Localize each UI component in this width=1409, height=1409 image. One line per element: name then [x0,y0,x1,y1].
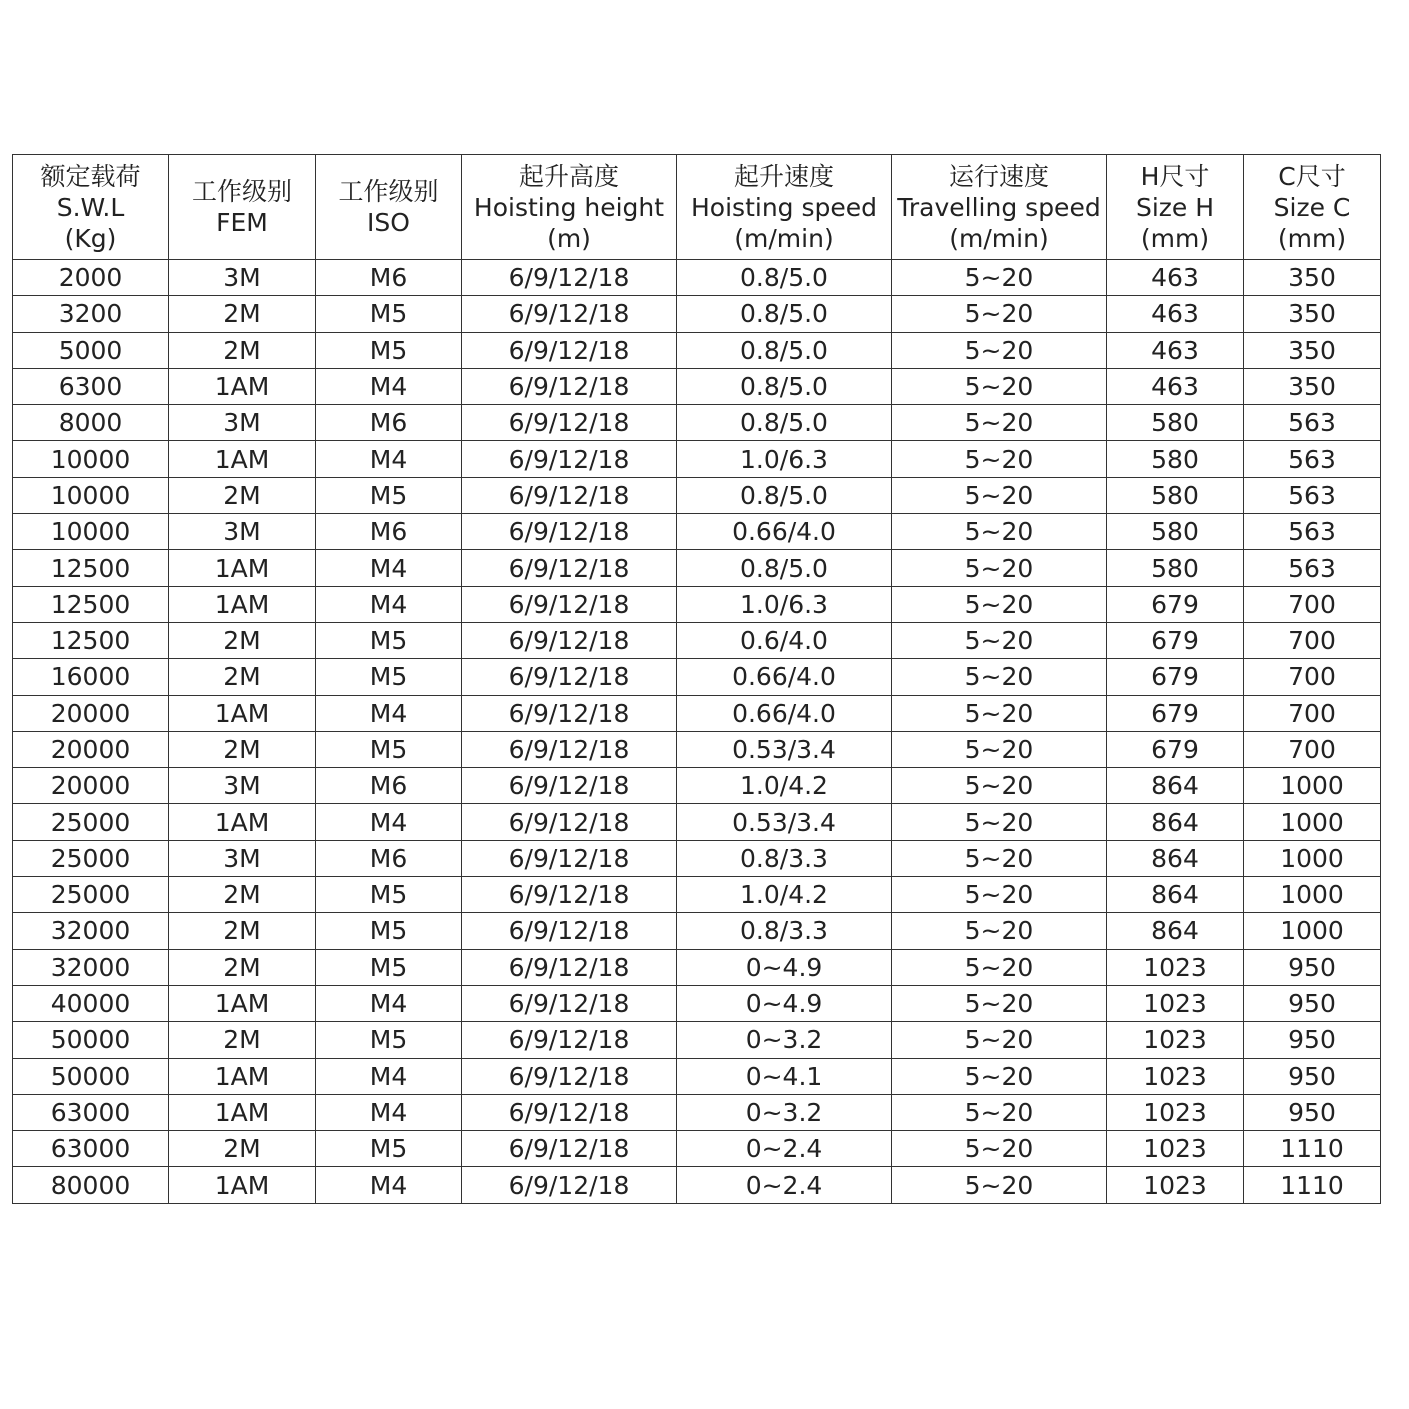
cell-size-c: 950 [1244,1094,1381,1130]
header-swl-line: 额定载荷 [40,161,141,191]
cell-iso: M4 [316,441,462,477]
header-hoisting-height [462,155,677,260]
cell-hoisting-height: 6/9/12/18 [462,441,677,477]
cell-travelling-speed: 5~20 [892,550,1107,586]
cell-iso: M4 [316,985,462,1021]
cell-travelling-speed: 5~20 [892,368,1107,404]
cell-hoisting-height: 6/9/12/18 [462,949,677,985]
cell-swl: 40000 [13,985,169,1021]
cell-size-c: 1110 [1244,1131,1381,1167]
cell-travelling-speed: 5~20 [892,514,1107,550]
table-row [13,985,1381,1021]
cell-size-c: 700 [1244,695,1381,731]
cell-size-c: 700 [1244,731,1381,767]
header-swl [13,155,169,260]
cell-size-h: 463 [1107,332,1244,368]
header-travelling-speed [892,155,1107,260]
table-row [13,913,1381,949]
cell-hoisting-speed: 0~4.1 [677,1058,892,1094]
header-travelling-speed-line: 运行速度 [948,161,1049,191]
cell-size-c: 1000 [1244,877,1381,913]
table-row [13,586,1381,622]
cell-travelling-speed: 5~20 [892,840,1107,876]
table-row [13,368,1381,404]
cell-size-h: 1023 [1107,1094,1244,1130]
cell-travelling-speed: 5~20 [892,477,1107,513]
cell-size-h: 1023 [1107,985,1244,1021]
cell-size-c: 950 [1244,985,1381,1021]
cell-iso: M5 [316,1131,462,1167]
cell-iso: M5 [316,622,462,658]
header-size-c [1244,155,1381,260]
header-iso [316,155,462,260]
cell-fem: 1AM [169,441,316,477]
cell-size-h: 580 [1107,514,1244,550]
cell-swl: 3200 [13,296,169,332]
cell-travelling-speed: 5~20 [892,296,1107,332]
header-size-c-line: C尺寸 [1278,161,1346,191]
table-row [13,622,1381,658]
cell-hoisting-height: 6/9/12/18 [462,477,677,513]
cell-swl: 50000 [13,1022,169,1058]
table-row [13,296,1381,332]
cell-swl: 50000 [13,1058,169,1094]
cell-hoisting-speed: 0.8/3.3 [677,840,892,876]
table-row [13,550,1381,586]
cell-size-c: 700 [1244,622,1381,658]
table-row [13,768,1381,804]
cell-size-h: 864 [1107,768,1244,804]
header-hoisting-height-line: (m) [547,223,591,253]
cell-travelling-speed: 5~20 [892,1058,1107,1094]
cell-size-c: 350 [1244,260,1381,296]
cell-fem: 3M [169,260,316,296]
cell-travelling-speed: 5~20 [892,804,1107,840]
cell-travelling-speed: 5~20 [892,659,1107,695]
cell-fem: 2M [169,622,316,658]
cell-hoisting-height: 6/9/12/18 [462,877,677,913]
cell-fem: 2M [169,296,316,332]
cell-iso: M5 [316,659,462,695]
cell-hoisting-speed: 0~2.4 [677,1167,892,1203]
cell-size-c: 563 [1244,405,1381,441]
cell-iso: M4 [316,1167,462,1203]
header-iso-line: ISO [367,208,410,237]
cell-swl: 20000 [13,731,169,767]
cell-fem: 3M [169,405,316,441]
cell-iso: M5 [316,477,462,513]
cell-size-h: 1023 [1107,1022,1244,1058]
cell-hoisting-speed: 0.8/5.0 [677,368,892,404]
cell-size-h: 679 [1107,586,1244,622]
cell-iso: M6 [316,768,462,804]
cell-swl: 8000 [13,405,169,441]
cell-fem: 1AM [169,985,316,1021]
cell-travelling-speed: 5~20 [892,622,1107,658]
cell-iso: M4 [316,1094,462,1130]
cell-iso: M6 [316,840,462,876]
cell-travelling-speed: 5~20 [892,1131,1107,1167]
cell-hoisting-height: 6/9/12/18 [462,768,677,804]
header-hoisting-height-line: 起升高度 [518,161,619,191]
cell-fem: 1AM [169,1167,316,1203]
cell-iso: M5 [316,949,462,985]
table-row [13,877,1381,913]
cell-hoisting-speed: 1.0/6.3 [677,586,892,622]
cell-travelling-speed: 5~20 [892,695,1107,731]
cell-hoisting-speed: 0.8/5.0 [677,550,892,586]
cell-hoisting-speed: 0~3.2 [677,1094,892,1130]
table-row [13,1058,1381,1094]
cell-size-c: 350 [1244,332,1381,368]
cell-size-h: 463 [1107,296,1244,332]
cell-size-h: 1023 [1107,1167,1244,1203]
cell-hoisting-height: 6/9/12/18 [462,731,677,767]
cell-hoisting-speed: 0~4.9 [677,985,892,1021]
cell-iso: M5 [316,731,462,767]
cell-fem: 2M [169,877,316,913]
cell-hoisting-height: 6/9/12/18 [462,913,677,949]
cell-size-h: 679 [1107,695,1244,731]
table-row [13,514,1381,550]
cell-iso: M5 [316,877,462,913]
cell-hoisting-speed: 0.8/5.0 [677,332,892,368]
cell-hoisting-height: 6/9/12/18 [462,332,677,368]
table-row [13,659,1381,695]
cell-size-c: 700 [1244,586,1381,622]
cell-swl: 25000 [13,877,169,913]
cell-iso: M6 [316,260,462,296]
cell-hoisting-height: 6/9/12/18 [462,1022,677,1058]
table-row [13,804,1381,840]
cell-hoisting-height: 6/9/12/18 [462,550,677,586]
header-travelling-speed-line: (m/min) [949,223,1049,253]
cell-swl: 25000 [13,840,169,876]
cell-swl: 25000 [13,804,169,840]
cell-iso: M5 [316,296,462,332]
cell-size-c: 700 [1244,659,1381,695]
cell-hoisting-speed: 0~3.2 [677,1022,892,1058]
cell-size-h: 1023 [1107,1131,1244,1167]
cell-travelling-speed: 5~20 [892,1094,1107,1130]
cell-fem: 2M [169,659,316,695]
cell-swl: 2000 [13,260,169,296]
header-swl-line: S.W.L [56,192,125,222]
cell-iso: M4 [316,695,462,731]
cell-iso: M4 [316,368,462,404]
cell-hoisting-speed: 1.0/4.2 [677,877,892,913]
cell-travelling-speed: 5~20 [892,260,1107,296]
cell-hoisting-height: 6/9/12/18 [462,985,677,1021]
cell-swl: 63000 [13,1131,169,1167]
cell-size-h: 463 [1107,260,1244,296]
cell-travelling-speed: 5~20 [892,332,1107,368]
cell-travelling-speed: 5~20 [892,768,1107,804]
cell-hoisting-speed: 0.66/4.0 [677,659,892,695]
table-body [13,260,1381,1204]
cell-hoisting-speed: 0.8/5.0 [677,405,892,441]
table-row [13,1022,1381,1058]
cell-hoisting-speed: 0~2.4 [677,1131,892,1167]
cell-hoisting-height: 6/9/12/18 [462,622,677,658]
cell-size-c: 350 [1244,296,1381,332]
cell-size-c: 950 [1244,1022,1381,1058]
cell-swl: 10000 [13,441,169,477]
cell-size-c: 950 [1244,1058,1381,1094]
cell-hoisting-height: 6/9/12/18 [462,368,677,404]
cell-fem: 1AM [169,695,316,731]
table-row [13,1131,1381,1167]
cell-travelling-speed: 5~20 [892,586,1107,622]
cell-travelling-speed: 5~20 [892,1167,1107,1203]
cell-swl: 32000 [13,949,169,985]
cell-swl: 80000 [13,1167,169,1203]
table-row [13,840,1381,876]
cell-hoisting-height: 6/9/12/18 [462,1167,677,1203]
cell-travelling-speed: 5~20 [892,1022,1107,1058]
cell-iso: M4 [316,1058,462,1094]
cell-fem: 1AM [169,550,316,586]
cell-hoisting-height: 6/9/12/18 [462,1131,677,1167]
header-size-h [1107,155,1244,260]
cell-iso: M5 [316,913,462,949]
cell-hoisting-speed: 1.0/6.3 [677,441,892,477]
cell-hoisting-height: 6/9/12/18 [462,695,677,731]
cell-iso: M6 [316,405,462,441]
cell-size-c: 1000 [1244,840,1381,876]
header-size-c-line: (mm) [1277,223,1347,253]
cell-hoisting-height: 6/9/12/18 [462,1058,677,1094]
cell-travelling-speed: 5~20 [892,441,1107,477]
cell-hoisting-height: 6/9/12/18 [462,804,677,840]
table-row [13,405,1381,441]
cell-fem: 1AM [169,368,316,404]
cell-hoisting-speed: 0.8/5.0 [677,477,892,513]
cell-size-h: 580 [1107,550,1244,586]
cell-hoisting-speed: 0.66/4.0 [677,695,892,731]
cell-size-h: 580 [1107,441,1244,477]
cell-size-h: 1023 [1107,1058,1244,1094]
cell-hoisting-height: 6/9/12/18 [462,514,677,550]
cell-hoisting-speed: 0~4.9 [677,949,892,985]
cell-hoisting-height: 6/9/12/18 [462,405,677,441]
cell-travelling-speed: 5~20 [892,405,1107,441]
header-fem-line: 工作级别 [191,177,292,206]
table-row [13,477,1381,513]
cell-size-h: 463 [1107,368,1244,404]
header-size-c-line: Size C [1273,192,1351,222]
cell-size-c: 563 [1244,441,1381,477]
cell-hoisting-speed: 0.8/5.0 [677,260,892,296]
cell-size-c: 350 [1244,368,1381,404]
cell-fem: 3M [169,514,316,550]
cell-iso: M5 [316,332,462,368]
cell-hoisting-speed: 0.66/4.0 [677,514,892,550]
table-row [13,1094,1381,1130]
cell-fem: 2M [169,1022,316,1058]
cell-hoisting-height: 6/9/12/18 [462,659,677,695]
cell-size-h: 580 [1107,477,1244,513]
cell-hoisting-height: 6/9/12/18 [462,260,677,296]
cell-travelling-speed: 5~20 [892,949,1107,985]
header-fem [169,155,316,260]
cell-swl: 5000 [13,332,169,368]
cell-iso: M6 [316,514,462,550]
cell-size-c: 1000 [1244,768,1381,804]
cell-fem: 2M [169,1131,316,1167]
cell-size-h: 864 [1107,877,1244,913]
cell-size-h: 679 [1107,731,1244,767]
cell-size-h: 864 [1107,913,1244,949]
cell-iso: M4 [316,586,462,622]
cell-hoisting-speed: 0.53/3.4 [677,731,892,767]
cell-hoisting-speed: 0.53/3.4 [677,804,892,840]
cell-size-h: 679 [1107,659,1244,695]
header-hoisting-speed-line: 起升速度 [733,161,834,191]
cell-size-c: 563 [1244,550,1381,586]
table-row [13,441,1381,477]
header-size-h-line: H尺寸 [1140,161,1210,191]
cell-iso: M4 [316,804,462,840]
header-size-h-line: (mm) [1140,223,1210,253]
cell-fem: 2M [169,731,316,767]
cell-swl: 20000 [13,695,169,731]
cell-swl: 63000 [13,1094,169,1130]
cell-size-c: 1000 [1244,804,1381,840]
cell-swl: 12500 [13,550,169,586]
cell-size-c: 950 [1244,949,1381,985]
header-hoisting-speed-line: Hoisting speed [691,192,877,222]
cell-size-h: 679 [1107,622,1244,658]
header-hoisting-speed [677,155,892,260]
header-iso-line: 工作级别 [338,177,439,206]
cell-size-c: 1000 [1244,913,1381,949]
cell-fem: 2M [169,949,316,985]
cell-fem: 3M [169,840,316,876]
cell-iso: M5 [316,1022,462,1058]
cell-swl: 32000 [13,913,169,949]
cell-hoisting-height: 6/9/12/18 [462,586,677,622]
cell-iso: M4 [316,550,462,586]
header-hoisting-height-line: Hoisting height [473,192,665,222]
table-row [13,695,1381,731]
cell-fem: 2M [169,477,316,513]
cell-fem: 2M [169,332,316,368]
spec-table [12,154,1381,1204]
cell-travelling-speed: 5~20 [892,985,1107,1021]
header-fem-line: FEM [216,208,268,237]
cell-hoisting-height: 6/9/12/18 [462,296,677,332]
cell-size-c: 563 [1244,477,1381,513]
cell-size-h: 580 [1107,405,1244,441]
cell-hoisting-speed: 0.8/5.0 [677,296,892,332]
cell-fem: 1AM [169,1094,316,1130]
cell-swl: 16000 [13,659,169,695]
table-header-row [13,155,1381,260]
cell-size-c: 1110 [1244,1167,1381,1203]
cell-swl: 20000 [13,768,169,804]
cell-fem: 1AM [169,1058,316,1094]
table-row [13,949,1381,985]
cell-swl: 12500 [13,622,169,658]
header-swl-line: (Kg) [64,223,117,253]
cell-travelling-speed: 5~20 [892,877,1107,913]
header-travelling-speed-line: Travelling speed [897,192,1101,222]
cell-travelling-speed: 5~20 [892,731,1107,767]
cell-swl: 10000 [13,514,169,550]
cell-size-h: 1023 [1107,949,1244,985]
cell-hoisting-speed: 0.8/3.3 [677,913,892,949]
cell-swl: 6300 [13,368,169,404]
cell-hoisting-height: 6/9/12/18 [462,1094,677,1130]
cell-size-c: 563 [1244,514,1381,550]
cell-swl: 10000 [13,477,169,513]
cell-hoisting-speed: 1.0/4.2 [677,768,892,804]
cell-size-h: 864 [1107,840,1244,876]
table-row [13,1167,1381,1203]
cell-hoisting-speed: 0.6/4.0 [677,622,892,658]
cell-fem: 2M [169,913,316,949]
cell-hoisting-height: 6/9/12/18 [462,840,677,876]
cell-fem: 1AM [169,586,316,622]
cell-fem: 3M [169,768,316,804]
cell-swl: 12500 [13,586,169,622]
cell-travelling-speed: 5~20 [892,913,1107,949]
table-row [13,260,1381,296]
cell-size-h: 864 [1107,804,1244,840]
cell-fem: 1AM [169,804,316,840]
header-hoisting-speed-line: (m/min) [734,223,834,253]
table-row [13,332,1381,368]
header-size-h-line: Size H [1135,192,1215,222]
table-row [13,731,1381,767]
